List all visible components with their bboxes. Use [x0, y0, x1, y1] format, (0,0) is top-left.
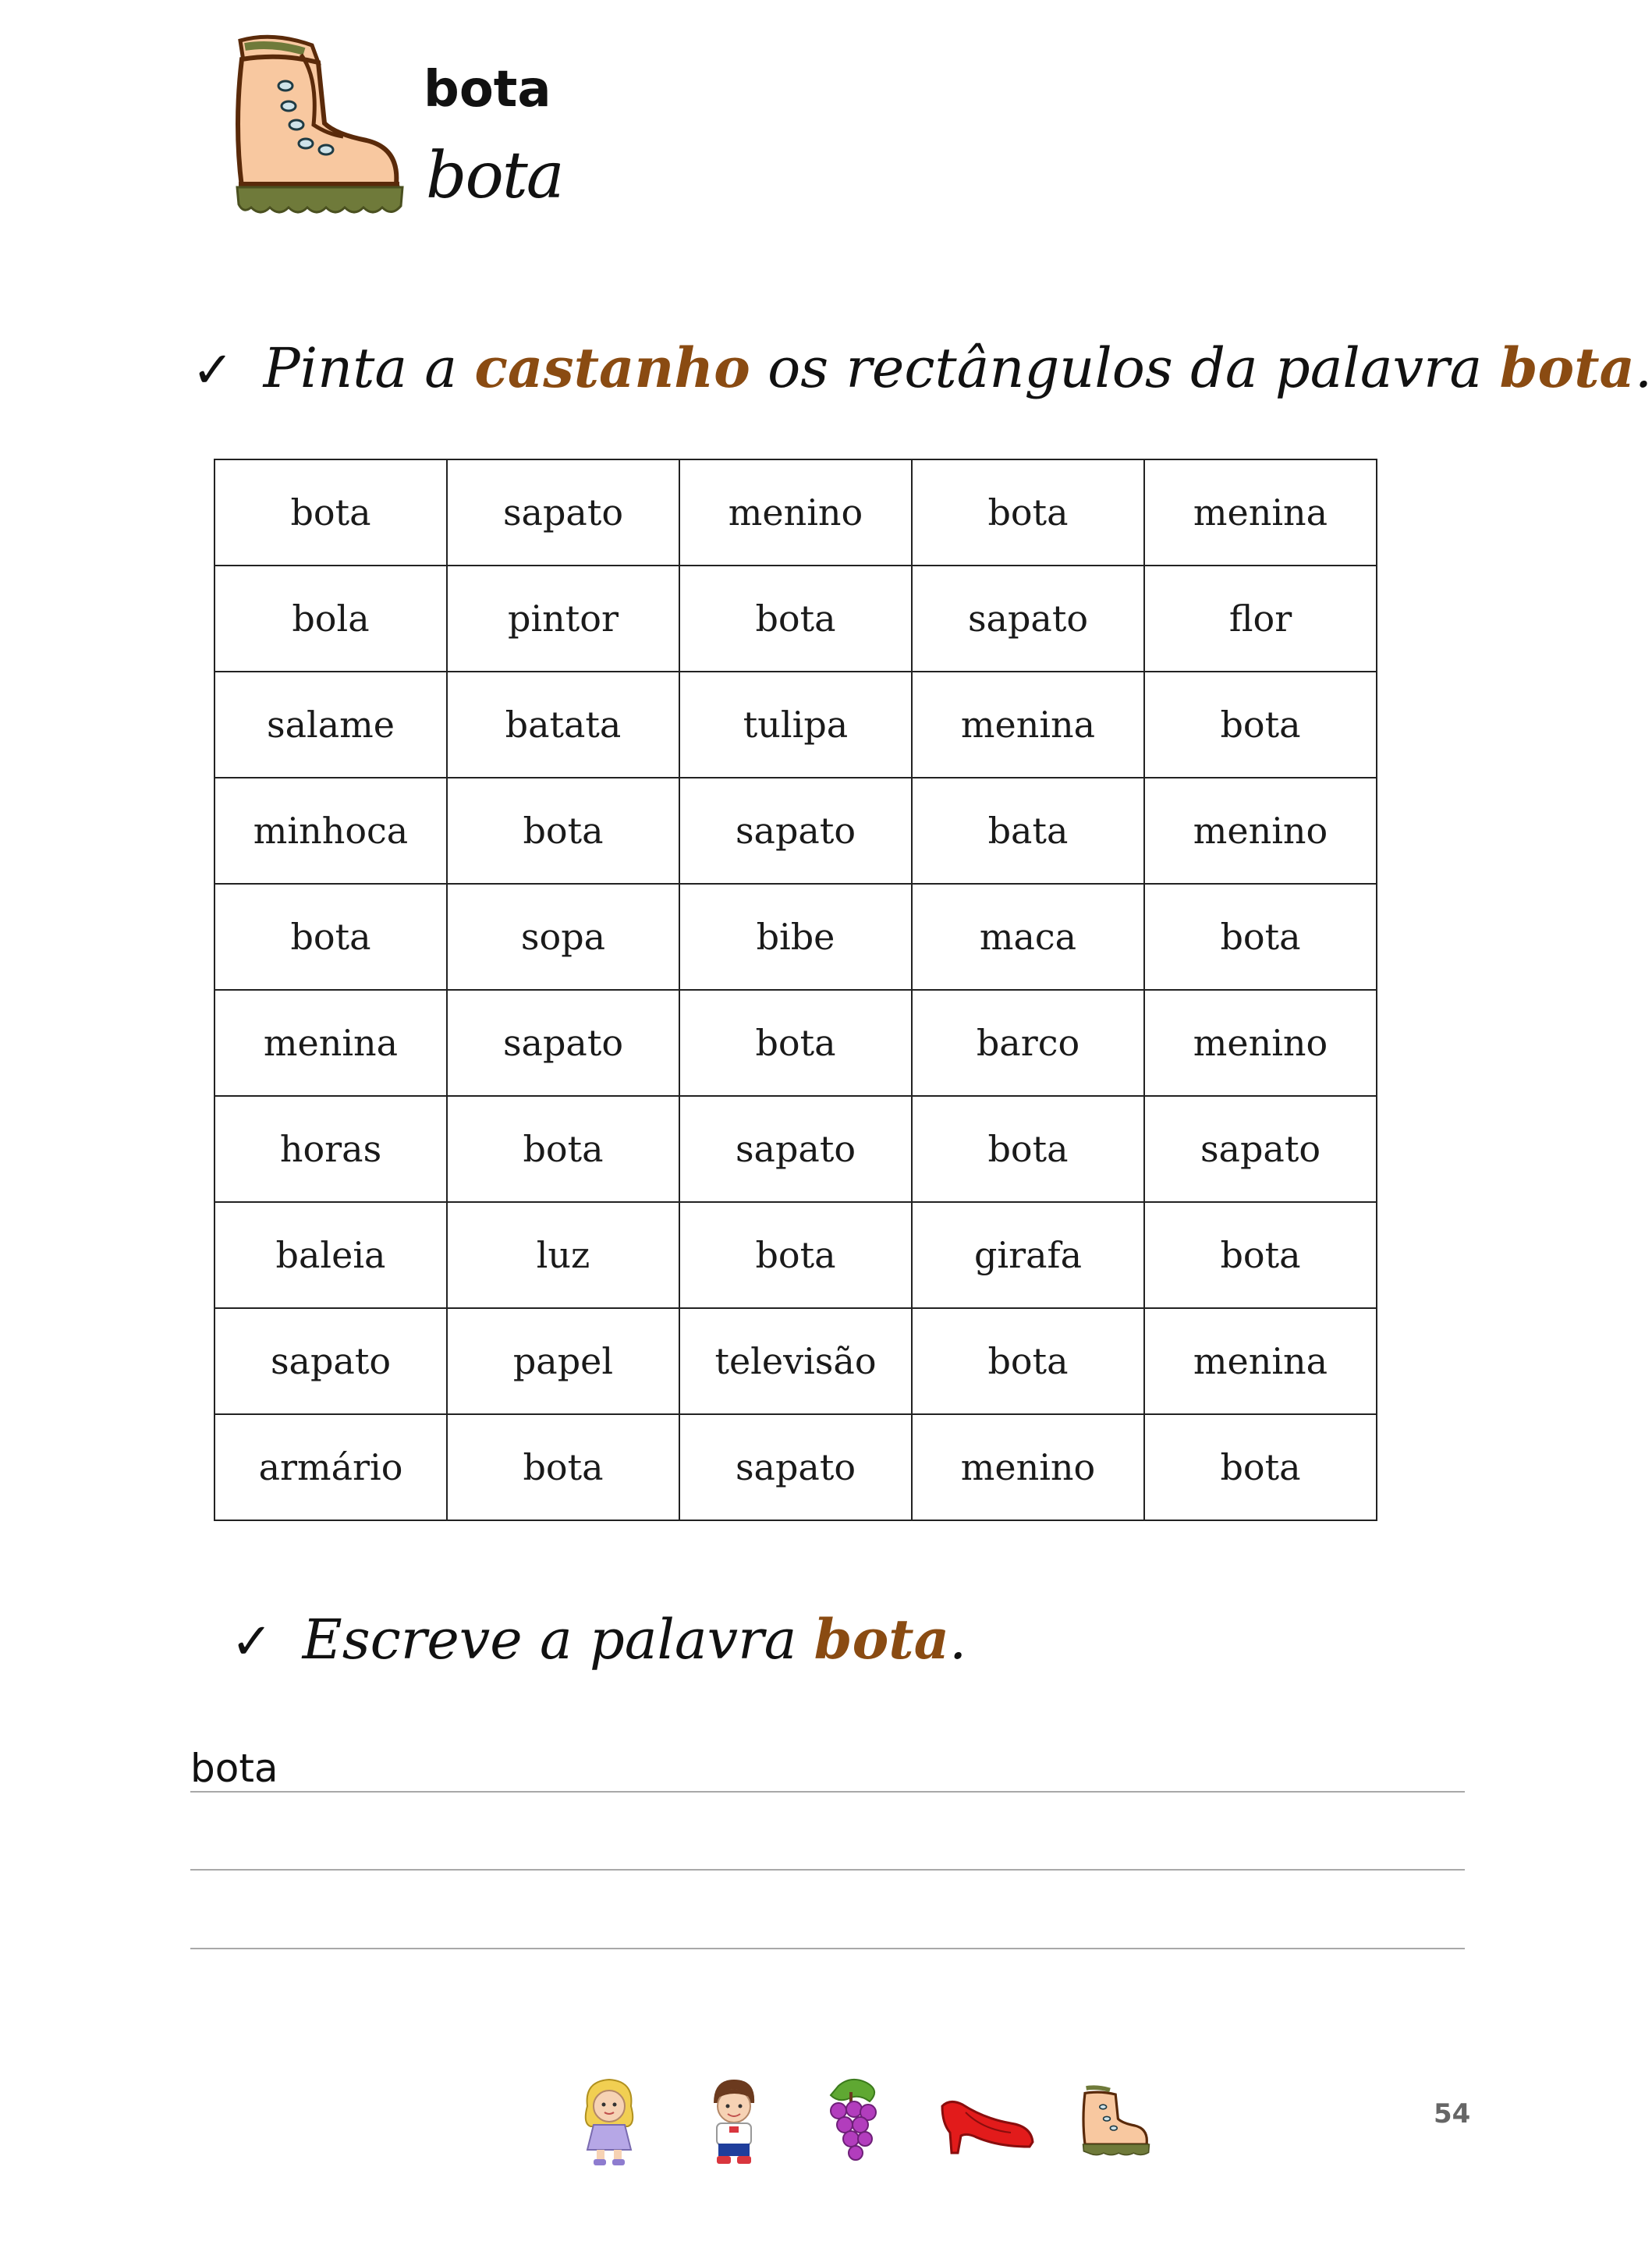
grid-cell[interactable]: horas: [214, 1096, 447, 1202]
grid-row: [214, 1202, 1377, 1308]
checkmark-icon: ✓: [231, 1613, 273, 1671]
grid-cell[interactable]: bota: [912, 1096, 1144, 1202]
grid-cell[interactable]: bota: [679, 1202, 912, 1308]
grid-cell[interactable]: pintor: [447, 566, 679, 672]
grid-cell[interactable]: flor: [1144, 566, 1377, 672]
grid-cell[interactable]: bota: [1144, 1202, 1377, 1308]
grid-cell[interactable]: menino: [1144, 990, 1377, 1096]
instruction-paint: [192, 335, 1652, 400]
grid-cell[interactable]: girafa: [912, 1202, 1144, 1308]
grid-row: [214, 566, 1377, 672]
grid-cell[interactable]: menina: [214, 990, 447, 1096]
grid-cell[interactable]: batata: [447, 672, 679, 778]
instruction-text: Escreve a palavra: [302, 1608, 797, 1672]
grid-cell[interactable]: sapato: [447, 990, 679, 1096]
instruction-text: Pinta a: [263, 336, 458, 400]
grid-cell[interactable]: barco: [912, 990, 1144, 1096]
grid-row: [214, 459, 1377, 566]
grid-cell[interactable]: minhoca: [214, 778, 447, 884]
grid-cell[interactable]: bota: [214, 459, 447, 566]
shoe-icon: [936, 2075, 1037, 2167]
grid-cell[interactable]: bota: [214, 884, 447, 990]
grid-cell[interactable]: bota: [912, 459, 1144, 566]
instruction-write: [231, 1607, 966, 1672]
title-word-print: bota: [424, 61, 551, 119]
boot-icon: [1079, 2075, 1150, 2167]
grid-cell[interactable]: sapato: [679, 1414, 912, 1520]
grid-cell[interactable]: armário: [214, 1414, 447, 1520]
grid-cell[interactable]: menino: [912, 1414, 1144, 1520]
sample-word: bota: [190, 1746, 278, 1791]
grid-cell[interactable]: sapato: [1144, 1096, 1377, 1202]
grid-row: [214, 884, 1377, 990]
instruction-text: os rectângulos da palavra: [768, 336, 1483, 400]
grid-cell[interactable]: menina: [912, 672, 1144, 778]
instruction-period: .: [1634, 336, 1652, 400]
grid-cell[interactable]: bota: [1144, 884, 1377, 990]
target-word: bota: [814, 1607, 949, 1672]
grid-cell[interactable]: bata: [912, 778, 1144, 884]
grid-cell[interactable]: bota: [679, 566, 912, 672]
writing-line[interactable]: [190, 1948, 1465, 1949]
grid-cell[interactable]: bota: [447, 1096, 679, 1202]
grid-row: [214, 990, 1377, 1096]
grid-cell[interactable]: televisão: [679, 1308, 912, 1414]
word-grid: [214, 459, 1377, 1521]
instruction-period: .: [948, 1608, 967, 1672]
grid-cell[interactable]: salame: [214, 672, 447, 778]
grid-cell[interactable]: bola: [214, 566, 447, 672]
grid-cell[interactable]: sopa: [447, 884, 679, 990]
grid-row: [214, 778, 1377, 884]
boot-icon: [226, 31, 406, 226]
grid-cell[interactable]: bibe: [679, 884, 912, 990]
grid-cell[interactable]: sapato: [679, 1096, 912, 1202]
checkmark-icon: ✓: [192, 342, 234, 399]
boy-icon: [698, 2075, 770, 2167]
grid-cell[interactable]: tulipa: [679, 672, 912, 778]
grid-cell[interactable]: bota: [912, 1308, 1144, 1414]
grid-row: [214, 1414, 1377, 1520]
grid-cell[interactable]: luz: [447, 1202, 679, 1308]
grid-cell[interactable]: bota: [447, 1414, 679, 1520]
grid-cell[interactable]: menina: [1144, 1308, 1377, 1414]
grid-cell[interactable]: bota: [1144, 1414, 1377, 1520]
grid-cell[interactable]: menina: [1144, 459, 1377, 566]
grid-cell[interactable]: bota: [679, 990, 912, 1096]
grid-cell[interactable]: sapato: [912, 566, 1144, 672]
writing-line[interactable]: [190, 1869, 1465, 1871]
page-number: 54: [1434, 2098, 1471, 2130]
grid-row: [214, 1308, 1377, 1414]
grapes-icon: [815, 2075, 887, 2167]
writing-line[interactable]: [190, 1791, 1465, 1793]
grid-cell[interactable]: menino: [679, 459, 912, 566]
girl-icon: [573, 2075, 645, 2167]
grid-row: [214, 1096, 1377, 1202]
title-word-script: bota: [426, 139, 563, 213]
grid-cell[interactable]: bota: [447, 778, 679, 884]
grid-cell[interactable]: bota: [1144, 672, 1377, 778]
grid-cell[interactable]: papel: [447, 1308, 679, 1414]
grid-row: [214, 672, 1377, 778]
target-word: bota: [1499, 335, 1635, 400]
grid-cell[interactable]: sapato: [214, 1308, 447, 1414]
grid-cell[interactable]: baleia: [214, 1202, 447, 1308]
color-word: castanho: [474, 335, 750, 400]
grid-cell[interactable]: menino: [1144, 778, 1377, 884]
grid-cell[interactable]: sapato: [679, 778, 912, 884]
grid-cell[interactable]: maca: [912, 884, 1144, 990]
grid-cell[interactable]: sapato: [447, 459, 679, 566]
